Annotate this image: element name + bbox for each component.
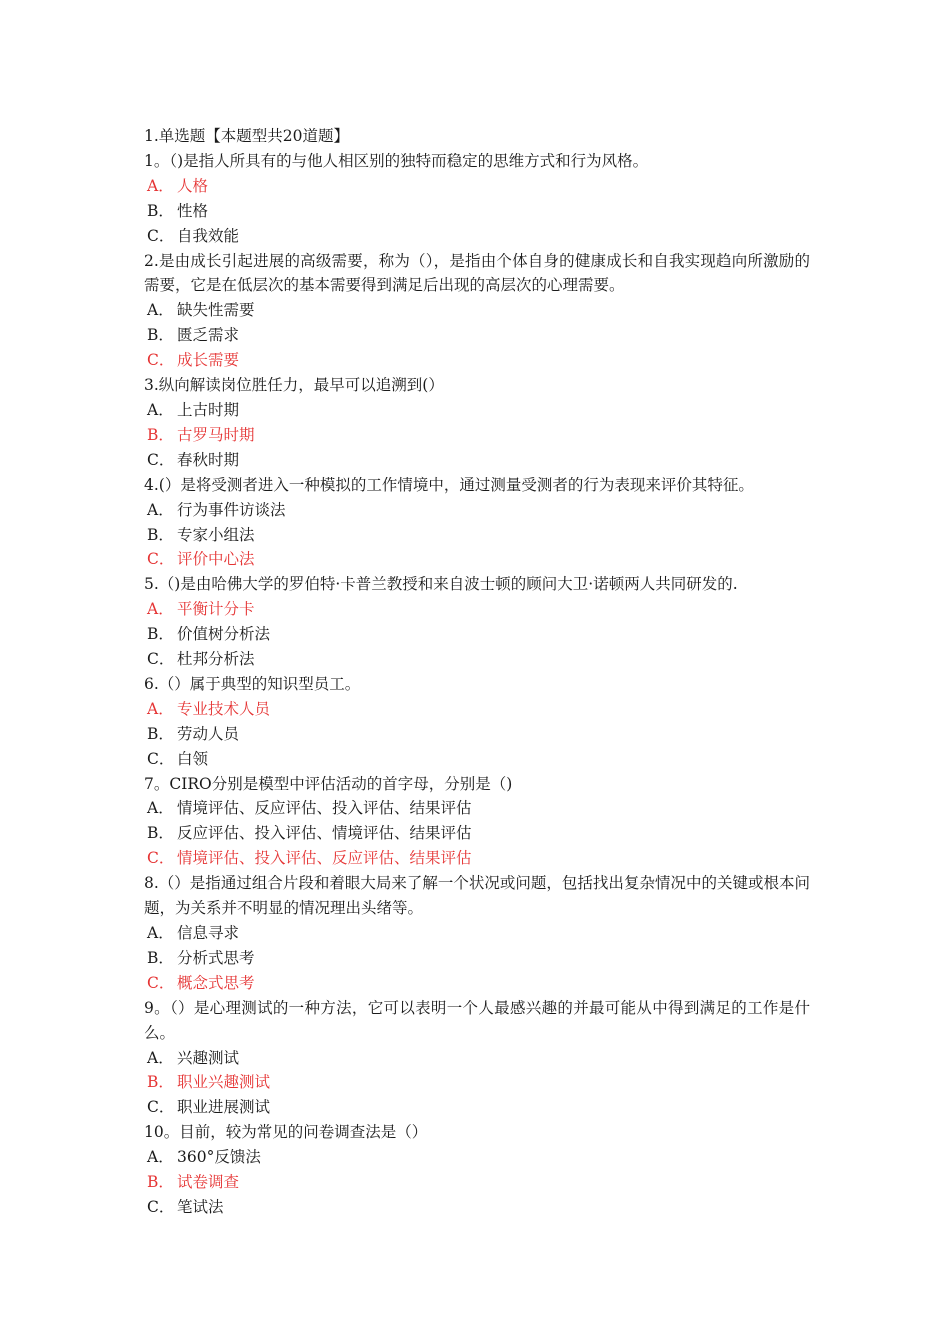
- option-text: 人格: [177, 176, 209, 195]
- option-letter: C．: [147, 749, 175, 768]
- question-stem: 3.纵向解读岗位胜任力，最早可以追溯到(）: [144, 376, 444, 395]
- question-stem: 7。CIRO分别是模型中评估活动的首字母，分别是（): [144, 774, 513, 793]
- option-text: 白领: [177, 749, 209, 768]
- option-letter: C．: [147, 226, 175, 245]
- question-stem: 4.(）是将受测者进入一种模拟的工作情境中，通过测量受测者的行为表现来评价其特征。: [144, 475, 754, 494]
- option-letter: A．: [147, 1148, 174, 1167]
- option-letter: B．: [147, 724, 174, 743]
- answer-option-correct: [144, 597, 810, 622]
- answer-option: [144, 1195, 810, 1220]
- option-letter: A．: [147, 699, 174, 718]
- option-text: 自我效能: [177, 226, 240, 245]
- answer-option-correct: [144, 1070, 810, 1095]
- question-block: [144, 672, 810, 772]
- question-block: [144, 1120, 810, 1220]
- question-block: [144, 249, 810, 374]
- option-text: 分析式思考: [177, 948, 255, 967]
- option-text: 专家小组法: [177, 525, 255, 544]
- answer-option: [144, 921, 810, 946]
- answer-option: [144, 946, 810, 971]
- option-letter: C．: [147, 650, 175, 669]
- option-text: 兴趣测试: [177, 1048, 240, 1067]
- option-text: 劳动人员: [177, 724, 240, 743]
- answer-option-correct: [144, 174, 810, 199]
- document-body: [144, 124, 810, 1220]
- option-letter: B．: [147, 625, 174, 644]
- answer-option: [144, 523, 810, 548]
- answer-option-correct: [144, 1170, 810, 1195]
- answer-option: [144, 1145, 810, 1170]
- option-letter: A．: [147, 500, 174, 519]
- option-text: 性格: [177, 201, 209, 220]
- question-stem: 8.（）是指通过组合片段和着眼大局来了解一个状况或问题，包括找出复杂情况中的关键或根本问题，为关系并不明显的情况理出头绪等。: [144, 874, 810, 918]
- option-text: 价值树分析法: [177, 625, 271, 644]
- question-stem: 2.是由成长引起进展的高级需要，称为（），是指由个体自身的健康成长和自我实现趋向所激励的需要，它是在低层次的基本需要得到满足后出现的高层次的心理需要。: [144, 251, 810, 295]
- answer-option: [144, 622, 810, 647]
- option-letter: B．: [147, 326, 174, 345]
- question-block: [144, 149, 810, 249]
- option-letter: B．: [147, 525, 174, 544]
- answer-option-correct: [144, 697, 810, 722]
- answer-option: [144, 448, 810, 473]
- option-text: 春秋时期: [177, 450, 240, 469]
- question-stem: 9。（）是心理测试的一种方法，它可以表明一个人最感兴趣的并最可能从中得到满足的工作是什么。: [144, 998, 810, 1042]
- answer-option: [144, 323, 810, 348]
- answer-option: [144, 224, 810, 249]
- answer-option: [144, 298, 810, 323]
- answer-option: [144, 747, 810, 772]
- question-block: [144, 871, 810, 996]
- answer-option: [144, 821, 810, 846]
- question-block: [144, 572, 810, 672]
- answer-option: [144, 498, 810, 523]
- option-letter: B．: [147, 824, 174, 843]
- option-letter: C．: [147, 973, 175, 992]
- option-text: 职业兴趣测试: [177, 1073, 271, 1092]
- answer-option: [144, 1095, 810, 1120]
- option-letter: A．: [147, 1048, 174, 1067]
- option-letter: C．: [147, 550, 175, 569]
- option-letter: A．: [147, 924, 174, 942]
- question-stem: 10。目前，较为常见的问卷调查法是（）: [144, 1123, 428, 1142]
- option-letter: C．: [147, 1197, 175, 1216]
- question-list: [144, 149, 810, 1220]
- option-text: 行为事件访谈法: [177, 500, 286, 519]
- option-text: 平衡计分卡: [177, 600, 255, 619]
- option-text: 情境评估、反应评估、投入评估、结果评估: [177, 799, 472, 818]
- option-letter: B．: [147, 948, 174, 967]
- option-letter: B．: [147, 1173, 174, 1192]
- answer-option: [144, 796, 810, 821]
- option-letter: A．: [147, 301, 174, 320]
- question-stem: 5.（)是由哈佛大学的罗伯特·卡普兰教授和来自波士顿的顾问大卫·诺顿两人共同研发的.: [144, 575, 738, 594]
- answer-option: [144, 722, 810, 747]
- option-text: 古罗马时期: [177, 425, 255, 444]
- option-letter: A．: [147, 799, 174, 818]
- question-stem: 1。（)是指人所具有的与他人相区别的独特而稳定的思维方式和行为风格。: [144, 151, 649, 170]
- option-text: 试卷调查: [177, 1173, 240, 1192]
- option-text: 杜邦分析法: [177, 650, 255, 669]
- option-text: 匮乏需求: [177, 326, 240, 345]
- question-stem: 6.（）属于典型的知识型员工。: [144, 674, 361, 693]
- answer-option: [144, 1046, 810, 1071]
- option-text: 信息寻求: [177, 924, 240, 942]
- answer-option-correct: [144, 971, 810, 996]
- option-letter: B．: [147, 1073, 174, 1092]
- option-letter: C．: [147, 1098, 175, 1117]
- answer-option-correct: [144, 423, 810, 448]
- option-letter: A．: [147, 600, 174, 619]
- answer-option-correct: [144, 547, 810, 572]
- option-text: 上古时期: [177, 400, 240, 419]
- option-letter: B．: [147, 201, 174, 220]
- option-letter: C．: [147, 849, 175, 868]
- question-block: [144, 373, 810, 473]
- answer-option: [144, 647, 810, 672]
- option-text: 概念式思考: [177, 973, 255, 992]
- option-text: 专业技术人员: [177, 699, 271, 718]
- answer-option: [144, 398, 810, 423]
- answer-option-correct: [144, 846, 810, 871]
- option-text: 评价中心法: [177, 550, 255, 569]
- section-title: 1.单选题【本题型共20道题】: [144, 127, 350, 145]
- option-text: 反应评估、投入评估、情境评估、结果评估: [177, 824, 472, 843]
- option-letter: A．: [147, 176, 174, 195]
- option-letter: B．: [147, 425, 174, 444]
- answer-option-correct: [144, 348, 810, 373]
- answer-option: [144, 199, 810, 224]
- option-letter: A．: [147, 400, 174, 419]
- option-letter: C．: [147, 450, 175, 469]
- option-text: 360°反馈法: [177, 1148, 261, 1167]
- option-text: 情境评估、投入评估、反应评估、结果评估: [177, 849, 472, 868]
- option-letter: C．: [147, 351, 175, 370]
- option-text: 缺失性需要: [177, 301, 255, 320]
- option-text: 成长需要: [177, 351, 240, 370]
- option-text: 职业进展测试: [177, 1098, 271, 1117]
- question-block: [144, 473, 810, 573]
- option-text: 笔试法: [177, 1197, 224, 1216]
- question-block: [144, 772, 810, 872]
- question-block: [144, 996, 810, 1121]
